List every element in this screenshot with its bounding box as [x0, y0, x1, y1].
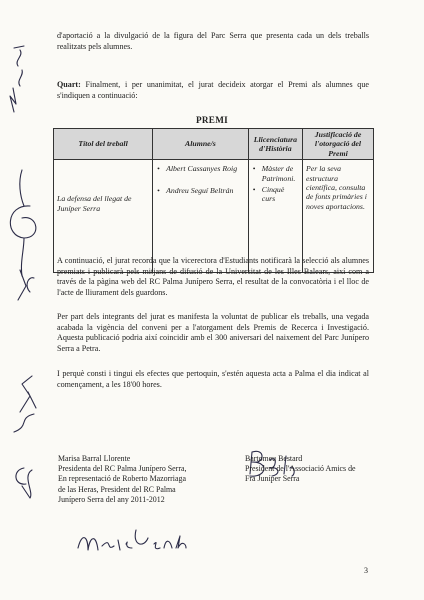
header-justification: Justificació de l'otorgació del Premi: [303, 129, 374, 160]
signatory-left-line: Presidenta del RC Palma Junípero Serra,: [58, 464, 187, 474]
header-students: Alumne/s: [153, 129, 249, 160]
header-degree: Llicenciatura d'Història: [248, 129, 302, 160]
signature-marisa-bottom: [78, 530, 186, 550]
work-title: La defensa del llegat de Juníper Serra: [57, 194, 132, 213]
signatory-left-line: En representació de Roberto Mazorriaga: [58, 474, 186, 484]
paragraph-fourth-lead: Quart:: [57, 80, 81, 89]
award-table-header-row: [54, 129, 374, 160]
paragraph-notification: A continuació, el jurat recorda que la vicerectora d'Estudiants notificarà la selecció als alumnes premiats i publicarà pels mitjans de difusió de la Universitat de les Illes Balears, així com a través de la pàgina web del RC Palma Junípero Serra, el resultat de la convocatòria i el lloc de l'acte de lliurament dels guardons.: [57, 256, 369, 297]
signatory-right: [245, 454, 385, 485]
list-item: • Cinquè curs: [252, 185, 299, 204]
page-number: 3: [364, 566, 368, 575]
margin-signature-loop: [10, 170, 35, 276]
signatory-left-name: Marisa Barral Llorente: [58, 454, 131, 463]
premi-title: PREMI: [195, 115, 229, 125]
signatory-left-line: de las Heras, President del RC Palma: [58, 484, 176, 494]
signatory-left-line: Junípero Serra del any 2011-2012: [58, 494, 165, 504]
degree-list: [252, 164, 299, 204]
paragraph-fourth-text: Finalment, i per unanimitat, el jurat decideix atorgar el Premi als alumnes que s'indiquen a continuació:: [57, 80, 369, 100]
students-list: [156, 164, 245, 195]
paragraph-closing: I perquè consti i tingui els efectes que pertoquin, s'estén aquesta acta a Palma el dia indicat al començament, a les 18'00 hores.: [57, 369, 369, 389]
list-item: • Màster de Patrimoni.: [252, 164, 299, 183]
margin-signature-lower: [14, 376, 36, 498]
cell-justification: Per la seva estructura científica, consulta de fonts primàries i noves aportacions.: [303, 160, 374, 273]
margin-signature-middle: [18, 270, 34, 300]
signatory-right-name: Bartomeu Bestard: [245, 454, 303, 463]
signatory-right-line: Fra Juníper Serra: [245, 474, 300, 484]
header-work: Títol del treball: [54, 129, 153, 160]
paragraph-publication: Per part dels integrants del jurat es manifesta la voluntat de publicar els treballs, una vegada acabada la vigència del conveni per a l'atorgament dels Premis de Recerca i Investigació. Aquesta publicació podria així coincidir amb el 300 aniversari del naixement del Parc Junípero Serra a Petra.: [57, 312, 369, 353]
award-table: [53, 128, 374, 273]
paragraph-intro: d'aportació a la divulgació de la figura del Parc Serra que presenta cada un dels treballs realitzats pels alumnes.: [57, 31, 369, 51]
list-item: • Andreu Seguí Beltrán: [156, 186, 245, 195]
list-item: • Albert Cassanyes Roig: [156, 164, 245, 173]
signatory-left: [58, 454, 248, 505]
margin-signature-marisa: [10, 46, 24, 112]
signatory-right-line: President de l'Associació Amics de: [245, 464, 356, 474]
paragraph-fourth: [57, 80, 369, 101]
